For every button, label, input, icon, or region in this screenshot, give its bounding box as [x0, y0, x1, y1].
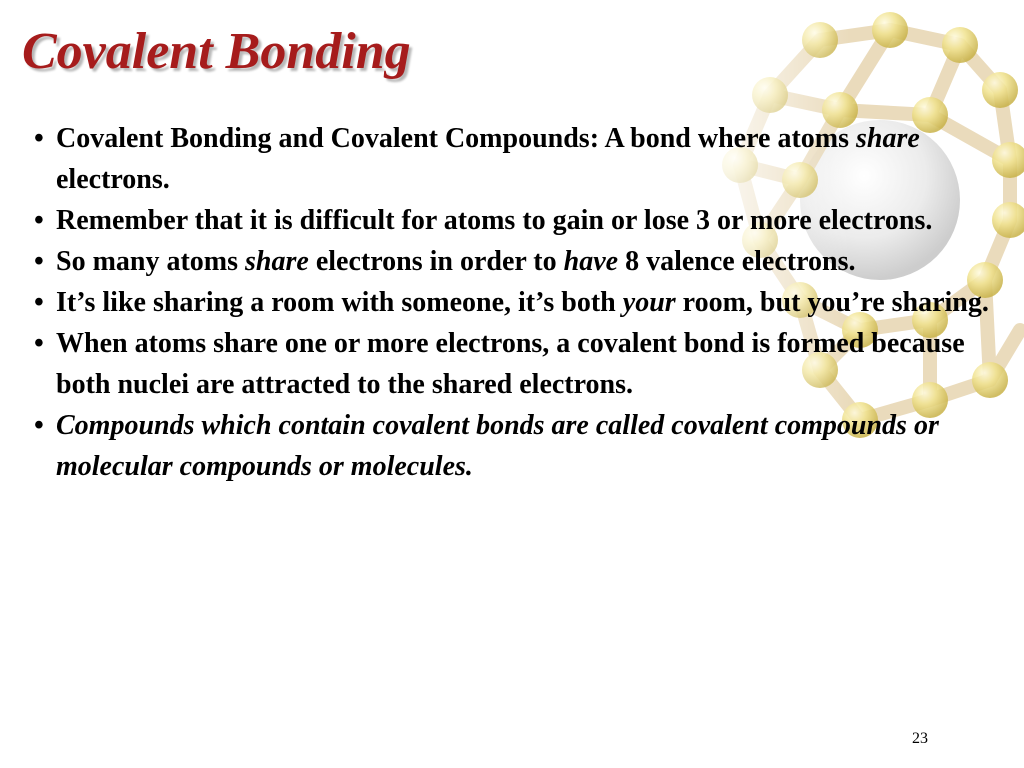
bullet-text-emphasis: share — [855, 123, 920, 154]
bullet-dot-icon: • — [34, 123, 44, 154]
bullet-dot-icon: • — [34, 246, 44, 277]
bullet-text-emphasis: have — [563, 246, 619, 277]
bullet-text: electrons. — [56, 164, 170, 195]
bullet-item — [30, 282, 990, 323]
bullet-list — [30, 118, 990, 487]
bullet-dot-icon: • — [34, 287, 44, 318]
bullet-item — [30, 118, 990, 200]
bullet-text: So many atoms — [56, 246, 246, 277]
bullet-item — [30, 323, 990, 405]
bullet-item — [30, 405, 990, 487]
bullet-item — [30, 241, 990, 282]
bullet-text: electrons in order to — [308, 246, 564, 277]
bullet-item — [30, 200, 990, 241]
bullet-dot-icon: • — [34, 205, 44, 236]
bullet-text: Covalent Bonding and Covalent Compounds: A bond where atoms — [56, 123, 856, 154]
page-number: 23 — [912, 730, 928, 747]
bullet-text-emphasis: share — [245, 246, 309, 277]
bullet-dot-icon: • — [34, 410, 44, 441]
bullet-text-emphasis: your — [622, 287, 676, 318]
bullet-text: It’s like sharing a room with someone, it’s both — [56, 287, 623, 318]
bullet-text: When atoms share one or more electrons, a covalent bond is formed because both nuclei are attracted to the shared electrons. — [56, 328, 965, 400]
bullet-text-emphasis: Compounds which contain covalent bonds are called covalent compounds or molecular compounds or molecules. — [56, 410, 939, 482]
slide-title: Covalent Bonding — [22, 23, 411, 80]
bullet-text: Remember that it is difficult for atoms to gain or lose 3 or more electrons. — [56, 205, 933, 236]
bullet-text: 8 valence electrons. — [618, 246, 856, 277]
bullet-dot-icon: • — [34, 328, 44, 359]
bullet-text: room, but you’re sharing. — [675, 287, 989, 318]
